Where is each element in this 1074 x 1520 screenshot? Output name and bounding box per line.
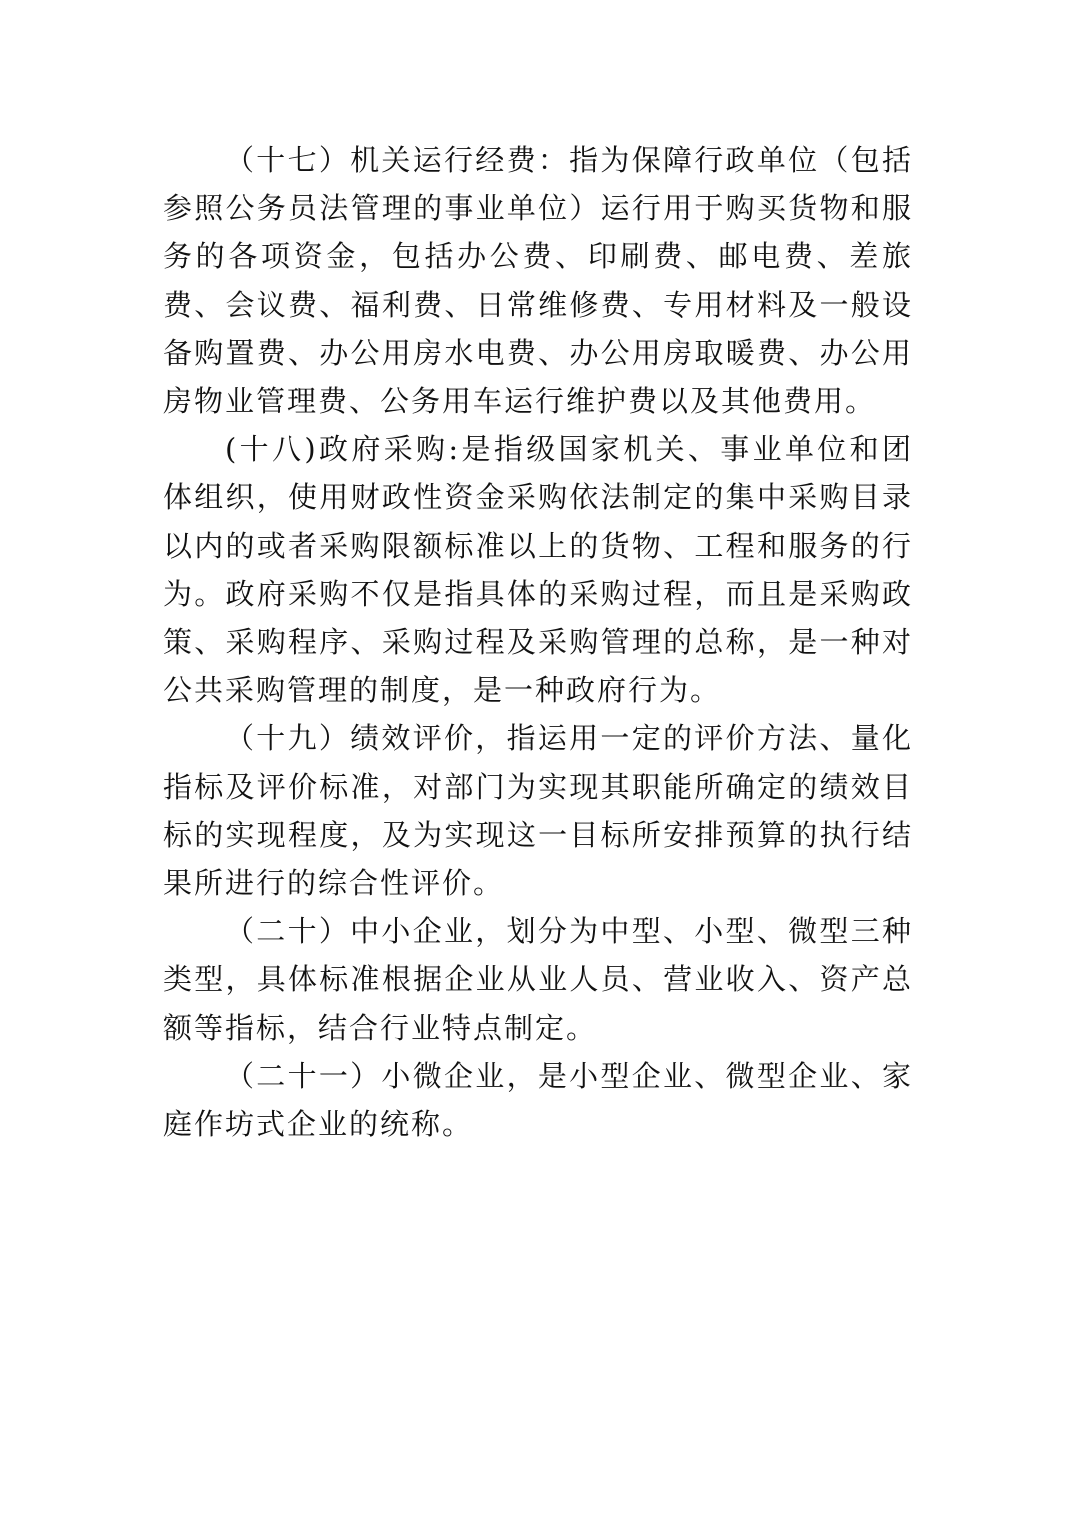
document-body [163,136,913,1148]
paragraph-17-operating-expenses: （十七）机关运行经费：指为保障行政单位（包括参照公务员法管理的事业单位）运行用于购买货物和服务的各项资金，包括办公费、印刷费、邮电费、差旅费、会议费、福利费、日常维修费、专用材料及一般设备购置费、办公用房水电费、办公用房取暖费、办公用房物业管理费、公务用车运行维护费以及其他费用。 [163,143,913,419]
paragraph-19-performance-evaluation: （十九）绩效评价，指运用一定的评价方法、量化指标及评价标准，对部门为实现其职能所确定的绩效目标的实现程度，及为实现这一目标所安排预算的执行结果所进行的综合性评价。 [163,721,913,901]
paragraph-21-small-micro-enterprises: （二十一）小微企业，是小型企业、微型企业、家庭作坊式企业的统称。 [163,1058,913,1142]
paragraph-18-government-procurement: (十八)政府采购:是指级国家机关、事业单位和团体组织，使用财政性资金采购依法制定的集中采购目录以内的或者采购限额标准以上的货物、工程和服务的行为。政府采购不仅是指具体的采购过程，而且是采购政策、采购程序、采购过程及采购管理的总称，是一种对公共采购管理的制度，是一种政府行为。 [163,432,913,708]
paragraph-20-sme: （二十）中小企业，划分为中型、小型、微型三种类型，具体标准根据企业从业人员、营业收入、资产总额等指标，结合行业特点制定。 [163,914,913,1045]
